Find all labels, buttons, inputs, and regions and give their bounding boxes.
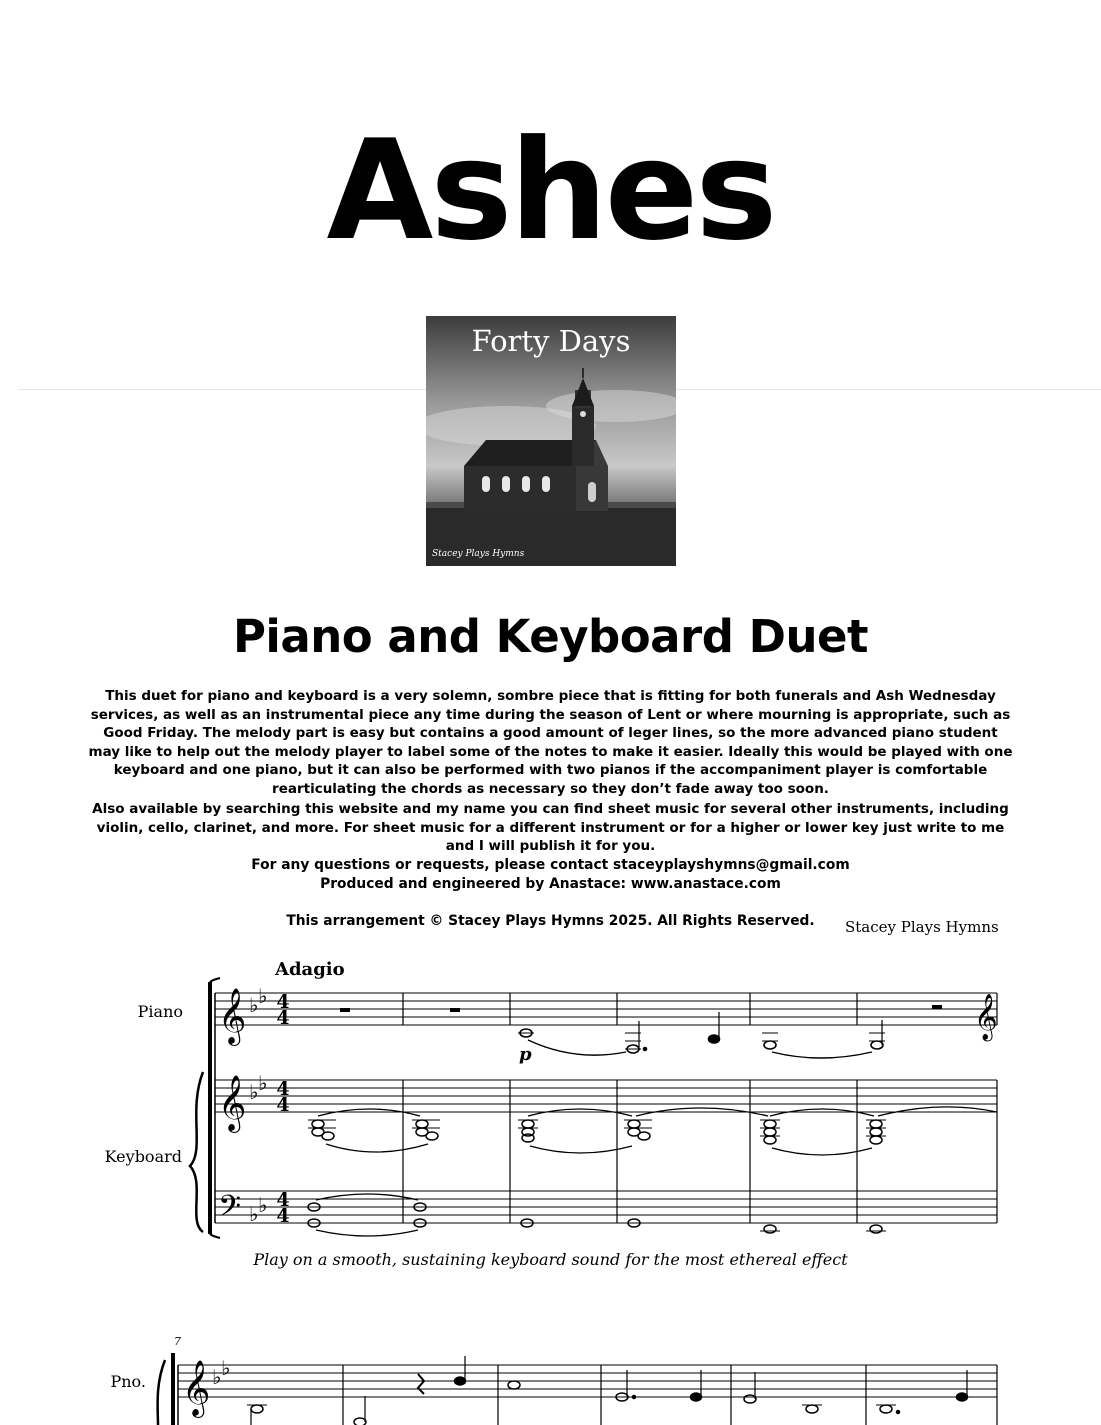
subtitle: Piano and Keyboard Duet bbox=[232, 610, 869, 663]
description-paragraph-1: This duet for piano and keyboard is a very solemn, sombre piece that is fitting for both funerals and Ash Wednesday services, as well as an instrumental piece any time during the season of Lent or where mourning is appropriate, such as Good Friday. The melody part is easy but contains a good amount of leger lines, so the more advanced piano student may like to help out the melody player to label some of the notes to make it easier. Ideally this would be played with one keyboard and one piano, but it can also be performed with two pianos if the accompaniment player is comfortable rearticulating the chords as necessary so they don’t fade away too soon. bbox=[88, 688, 1013, 797]
time-signature-top: 4 bbox=[276, 1078, 290, 1100]
composer-credit: Stacey Plays Hymns bbox=[845, 918, 999, 936]
performance-instruction: Play on a smooth, sustaining keyboard sound for the most ethereal effect bbox=[253, 1250, 848, 1269]
piano-notes bbox=[340, 1005, 942, 1058]
time-signature-bottom: 4 bbox=[276, 1205, 290, 1227]
contact-line: For any questions or requests, please contact staceyplayshymns@gmail.com bbox=[251, 857, 850, 873]
key-signature: ♭ bbox=[258, 1071, 268, 1095]
measure-number: 7 bbox=[174, 1335, 181, 1348]
key-signature: ♭ bbox=[249, 993, 259, 1017]
key-signature: ♭ bbox=[212, 1365, 222, 1389]
album-signature: Stacey Plays Hymns bbox=[432, 549, 525, 559]
system-2-label: Pno. bbox=[110, 1372, 146, 1391]
time-signature-top: 4 bbox=[276, 991, 290, 1013]
description-paragraph-2: Also available by searching this website and my name you can find sheet music for several other instruments, including violin, cello, clarinet, and more. For sheet music for a different instrument or for a higher or lower key just write to me and I will publish it for you. bbox=[92, 801, 1009, 855]
system-2-staff bbox=[158, 1353, 997, 1425]
time-signature-top: 4 bbox=[276, 1189, 290, 1211]
treble-clef: 𝄞 bbox=[974, 994, 998, 1040]
dynamic-marking: p bbox=[519, 1044, 532, 1065]
time-signature-bottom: 4 bbox=[276, 1094, 290, 1116]
time-signature-bottom: 4 bbox=[276, 1007, 290, 1029]
staff-piano bbox=[215, 993, 997, 1025]
treble-clef: 𝄞 bbox=[218, 988, 247, 1044]
score bbox=[0, 940, 1101, 1425]
key-signature: ♭ bbox=[258, 984, 268, 1008]
key-signature: ♭ bbox=[221, 1356, 231, 1380]
key-signature: ♭ bbox=[249, 1202, 259, 1226]
page-title: Ashes bbox=[326, 110, 775, 271]
album-cover bbox=[426, 316, 676, 566]
tempo-marking: Adagio bbox=[275, 959, 345, 980]
staff-keyboard-treble bbox=[215, 1080, 997, 1112]
piano-label: Piano bbox=[137, 1002, 183, 1021]
copyright-notice: This arrangement © Stacey Plays Hymns 2025. All Rights Reserved. bbox=[286, 913, 815, 929]
contact-block bbox=[0, 856, 1101, 894]
treble-clef: 𝄞 bbox=[182, 1360, 211, 1416]
key-signature: ♭ bbox=[249, 1080, 259, 1104]
album-title: Forty Days bbox=[471, 324, 631, 358]
producer-line: Produced and engineered by Anastace: www.anastace.com bbox=[320, 876, 781, 892]
keyboard-treble-notes bbox=[308, 1107, 997, 1155]
staff-keyboard-bass bbox=[215, 1191, 997, 1223]
key-signature: ♭ bbox=[258, 1193, 268, 1217]
system-2-notes bbox=[247, 1356, 968, 1425]
treble-clef: 𝄞 bbox=[218, 1075, 247, 1131]
keyboard-label: Keyboard bbox=[104, 1147, 182, 1166]
bass-clef: 𝄢 bbox=[218, 1190, 242, 1231]
